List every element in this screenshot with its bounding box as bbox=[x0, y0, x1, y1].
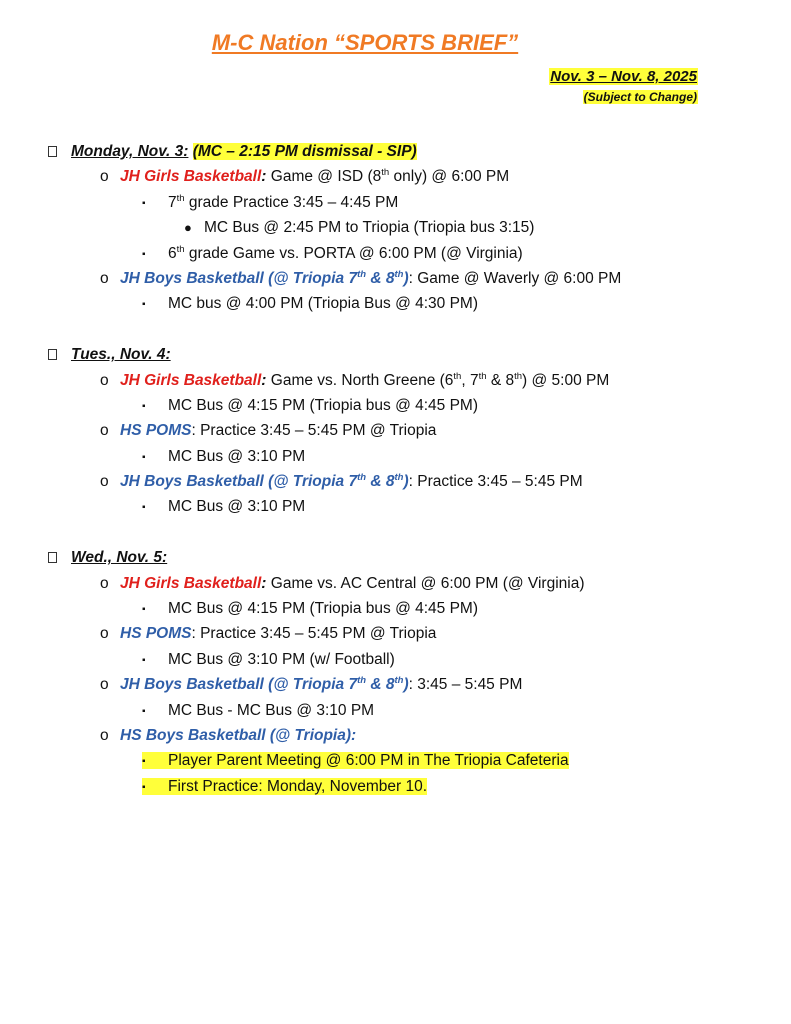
list-marker: ▪ bbox=[142, 654, 146, 666]
list-marker: o bbox=[100, 473, 109, 491]
list-item: o JH Girls Basketball: Game vs. AC Central @ 6:00 PM (@ Virginia) bbox=[48, 571, 748, 596]
list-item: ▪ MC Bus @ 3:10 PM (w/ Football) bbox=[48, 647, 748, 672]
list-marker: ▪ bbox=[142, 604, 146, 616]
spacer bbox=[48, 317, 748, 342]
list-marker: ▪ bbox=[142, 502, 146, 514]
sport-name: HS POMS bbox=[120, 422, 192, 440]
list-item: ● MC Bus @ 2:45 PM to Triopia (Triopia bus 3:15) bbox=[48, 215, 748, 240]
highlighted-item: ▪ First Practice: Monday, November 10. bbox=[142, 778, 427, 795]
list-marker: ▪ bbox=[142, 451, 146, 463]
list-marker: o bbox=[100, 371, 109, 389]
list-marker: ▪ bbox=[142, 400, 146, 412]
list-item: o HS POMS: Practice 3:45 – 5:45 PM @ Triopia bbox=[48, 418, 748, 443]
list-item: o JH Girls Basketball: Game @ ISD (8th only) @ 6:00 PM bbox=[48, 164, 748, 189]
checkbox-icon bbox=[48, 349, 57, 360]
sport-name: JH Boys Basketball (@ Triopia 7th & 8th) bbox=[120, 268, 409, 287]
day-label: Tues., Nov. 4: bbox=[71, 346, 171, 364]
dismissal-note: (MC – 2:15 PM dismissal - SIP) bbox=[192, 143, 417, 160]
list-marker: ▪ bbox=[142, 248, 146, 260]
list-item: o JH Girls Basketball: Game vs. North Greene (6th, 7th & 8th) @ 5:00 PM bbox=[48, 368, 748, 393]
sport-name: JH Girls Basketball bbox=[120, 168, 262, 186]
list-marker: ▪ bbox=[142, 781, 146, 793]
day-label: Monday, Nov. 3: bbox=[71, 143, 189, 160]
page-title: M-C Nation “SPORTS BRIEF” bbox=[211, 30, 519, 55]
list-marker: ▪ bbox=[142, 705, 146, 717]
list-item: ▪ 7th grade Practice 3:45 – 4:45 PM bbox=[48, 190, 748, 215]
spacer bbox=[48, 520, 748, 545]
day-heading-monday bbox=[48, 139, 748, 164]
list-marker: o bbox=[100, 269, 109, 287]
list-item: ▪ MC Bus - MC Bus @ 3:10 PM bbox=[48, 698, 748, 723]
sport-name: JH Girls Basketball bbox=[120, 371, 262, 389]
list-item: ▪ MC bus @ 4:00 PM (Triopia Bus @ 4:30 PM) bbox=[48, 291, 748, 316]
day-label: Wed., Nov. 5: bbox=[71, 549, 168, 567]
list-item: o HS Boys Basketball (@ Triopia): bbox=[48, 723, 748, 748]
date-header bbox=[549, 68, 698, 106]
list-item: o JH Boys Basketball (@ Triopia 7th & 8th): 3:45 – 5:45 PM bbox=[48, 672, 748, 697]
list-marker: o bbox=[100, 168, 109, 186]
list-marker: o bbox=[100, 726, 109, 744]
list-item: ▪ 6th grade Game vs. PORTA @ 6:00 PM (@ Virginia) bbox=[48, 241, 748, 266]
list-item: ▪ MC Bus @ 4:15 PM (Triopia bus @ 4:45 PM) bbox=[48, 393, 748, 418]
checkbox-icon bbox=[48, 146, 57, 157]
list-marker: ▪ bbox=[142, 197, 146, 209]
sport-name: HS POMS bbox=[120, 625, 192, 643]
sport-name: HS Boys Basketball (@ Triopia) bbox=[120, 726, 352, 744]
list-item: o JH Boys Basketball (@ Triopia 7th & 8th): Game @ Waverly @ 6:00 PM bbox=[48, 266, 748, 291]
list-item: o JH Boys Basketball (@ Triopia 7th & 8th): Practice 3:45 – 5:45 PM bbox=[48, 469, 748, 494]
list-marker: ● bbox=[184, 220, 192, 236]
list-marker: o bbox=[100, 676, 109, 694]
subject-note: (Subject to Change) bbox=[583, 90, 697, 104]
list-marker: ▪ bbox=[142, 756, 146, 768]
sport-name: JH Girls Basketball bbox=[120, 574, 262, 592]
list-item: o HS POMS: Practice 3:45 – 5:45 PM @ Triopia bbox=[48, 621, 748, 646]
list-item bbox=[48, 748, 748, 773]
sport-name: JH Boys Basketball (@ Triopia 7th & 8th) bbox=[120, 472, 409, 491]
list-marker: o bbox=[100, 625, 109, 643]
day-heading-wednesday bbox=[48, 545, 748, 570]
list-item: ▪ MC Bus @ 4:15 PM (Triopia bus @ 4:45 PM) bbox=[48, 596, 748, 621]
day-heading-tuesday bbox=[48, 342, 748, 367]
list-marker: o bbox=[100, 574, 109, 592]
list-item: ▪ MC Bus @ 3:10 PM bbox=[48, 444, 748, 469]
list-marker: o bbox=[100, 422, 109, 440]
highlighted-item: ▪ Player Parent Meeting @ 6:00 PM in The Triopia Cafeteria bbox=[142, 752, 569, 769]
list-marker: ▪ bbox=[142, 299, 146, 311]
date-range: Nov. 3 – Nov. 8, 2025 bbox=[550, 68, 697, 85]
checkbox-icon bbox=[48, 552, 57, 563]
list-item bbox=[48, 774, 748, 799]
list-item: ▪ MC Bus @ 3:10 PM bbox=[48, 494, 748, 519]
schedule-document bbox=[48, 139, 748, 799]
sport-name: JH Boys Basketball (@ Triopia 7th & 8th) bbox=[120, 675, 409, 694]
